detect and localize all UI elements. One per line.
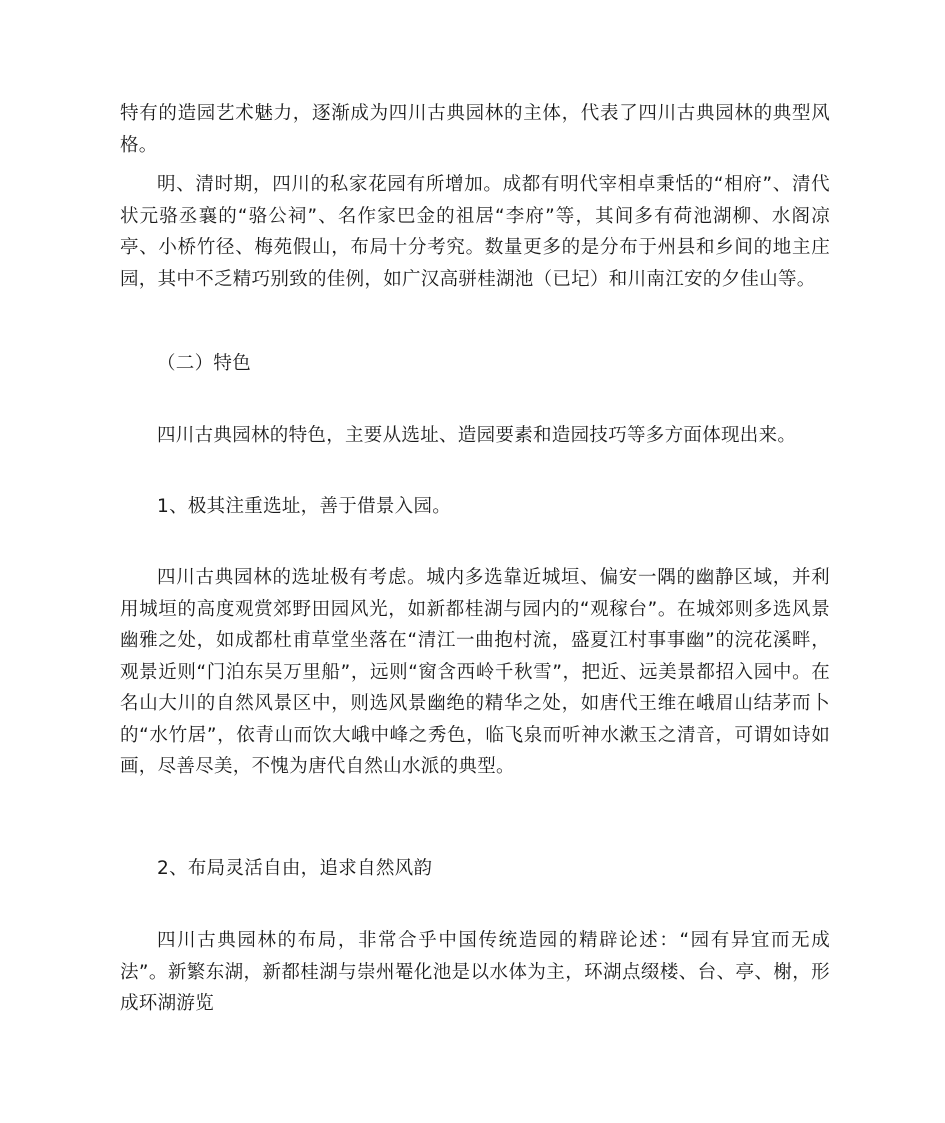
subheading-site-selection: 1、极其注重选址，善于借景入园。 (157, 496, 452, 517)
section-heading-features: （二）特色 (157, 353, 252, 374)
paragraph-site-selection: 四川古典园林的选址极有考虑。城内多选靠近城垣、偏安一隅的幽静区域，并利用城垣的高度观赏郊野田园风光，如新都桂湖与园内的“观稼台”。在城郊则多选风景幽雅之处，如成都杜甫草堂坐落在“清江一曲抱村流，盛夏江村事事幽”的浣花溪畔，观景近则“门泊东吴万里船”，远则“窗含西岭千秋雪”，把近、远美景都招入园中。在名山大川的自然风景区中，则选风景幽绝的精华之处，如唐代王维在峨眉山结茅而卜的“水竹居”，依青山而饮大峨中峰之秀色，临飞泉而听神水漱玉之清音，可谓如诗如画，尽善尽美，不愧为唐代自然山水派的典型。 (120, 567, 830, 777)
subheading-layout: 2、布局灵活自由，追求自然风韵 (157, 858, 433, 879)
paragraph-layout: 四川古典园林的布局，非常合乎中国传统造园的精辟论述：“园有异宜而无成法”。新繁东湖，新都桂湖与崇州罨化池是以水体为主，环湖点缀楼、台、亭、榭，形成环湖游览 (120, 930, 830, 1014)
paragraph-ming-qing: 明、清时期，四川的私家花园有所增加。成都有明代宰相卓秉恬的“相府”、清代状元骆丞襄的“骆公祠”、名作家巴金的祖居“李府”等，其间多有荷池湖柳、水阁凉亭、小桥竹径、梅苑假山，布局十分考究。数量更多的是分布于州县和乡间的地主庄园，其中不乏精巧别致的佳例，如广汉高骈桂湖池（已圮）和川南江安的夕佳山等。 (120, 174, 830, 290)
paragraph-continuation: 特有的造园艺术魅力，逐渐成为四川古典园林的主体，代表了四川古典园林的典型风格。 (120, 103, 830, 156)
paragraph-features-intro: 四川古典园林的特色，主要从选址、造园要素和造园技巧等多方面体现出来。 (157, 425, 797, 446)
